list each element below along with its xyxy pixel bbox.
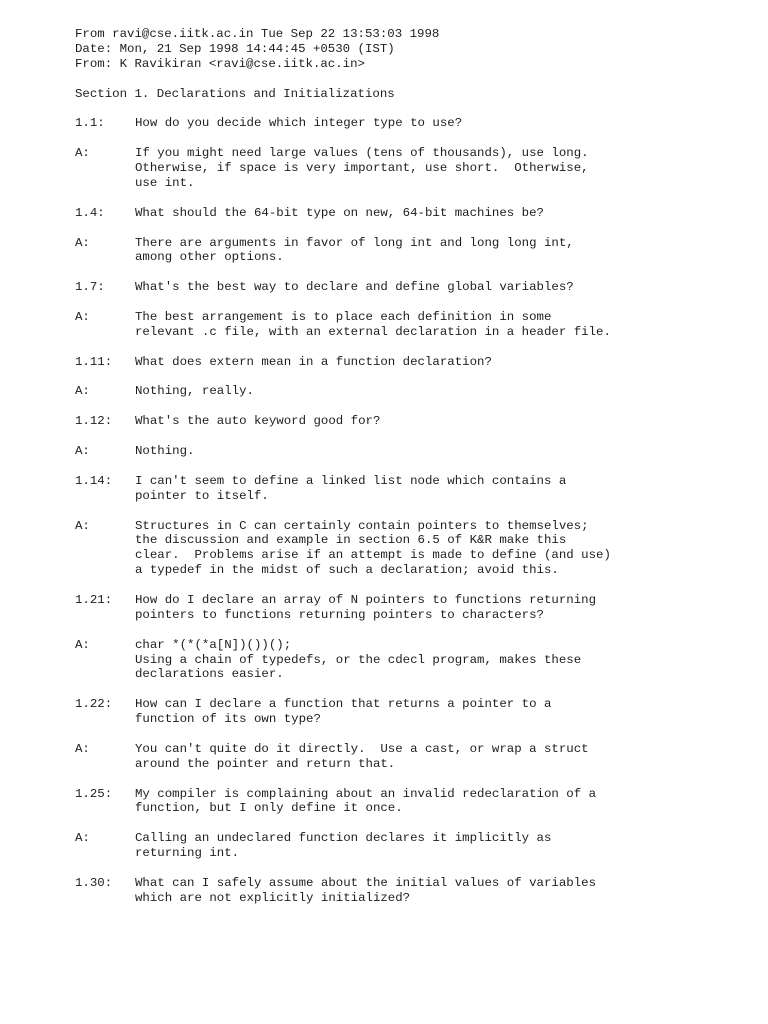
faq-answer [75,146,735,191]
faq-question [75,787,735,817]
text-line: What can I safely assume about the initial values of variables [135,875,597,890]
entry-label: A: [75,444,90,459]
entry-label: A: [75,235,90,250]
faq-document [75,27,735,921]
text-line: char *(*(*a[N])())(); [135,637,292,652]
text-line: clear. Problems arise if an attempt is made to define (and use) [135,548,611,563]
entry-label: A: [75,741,90,756]
entry-text [135,280,735,295]
faq-question [75,474,735,504]
text-line: declarations easier. [135,667,284,682]
text-line: around the pointer and return that. [135,756,396,771]
faq-question [75,414,735,429]
entry-text [135,787,735,817]
text-line: What does extern mean in a function declaration? [135,354,492,369]
email-sender-line: From: K Ravikiran <ravi@cse.iitk.ac.in> [75,56,365,71]
entry-text [135,697,735,727]
text-line: returning int. [135,846,240,861]
entry-label: 1.14: [75,473,113,488]
faq-question [75,593,735,623]
entry-label: 1.22: [75,697,113,712]
entry-text [135,474,735,504]
faq-answer [75,742,735,772]
faq-answer [75,444,735,459]
text-line: function of its own type? [135,712,321,727]
text-line: the discussion and example in section 6.5 of K&R make this [135,533,567,548]
section-title: Section 1. Declarations and Initializations [75,86,395,101]
entry-text [135,831,735,861]
faq-entries [75,116,735,905]
entry-text [135,638,735,683]
faq-answer [75,519,735,579]
entry-label: 1.30: [75,875,113,890]
entry-label: A: [75,518,90,533]
entry-label: 1.7: [75,280,105,295]
text-line: Calling an undeclared function declares it implicitly as [135,831,552,846]
entry-text [135,310,735,340]
entry-text [135,414,735,429]
text-line: use int. [135,175,195,190]
entry-text [135,116,735,131]
text-line: which are not explicitly initialized? [135,890,411,905]
text-line: How do you decide which integer type to use? [135,116,463,131]
faq-question [75,116,735,131]
text-line: If you might need large values (tens of thousands), use long. [135,146,589,161]
email-date-line: Date: Mon, 21 Sep 1998 14:44:45 +0530 (IST) [75,41,395,56]
entry-text [135,384,735,399]
faq-answer [75,831,735,861]
faq-question [75,355,735,370]
text-line: function, but I only define it once. [135,801,403,816]
entry-label: 1.25: [75,786,113,801]
faq-answer [75,310,735,340]
text-line: There are arguments in favor of long int and long long int, [135,235,574,250]
entry-label: A: [75,384,90,399]
entry-text [135,146,735,191]
entry-text [135,519,735,579]
text-line: a typedef in the midst of such a declaration; avoid this. [135,563,559,578]
faq-question [75,697,735,727]
entry-text [135,236,735,266]
text-line: Nothing. [135,444,195,459]
entry-label: 1.21: [75,592,113,607]
entry-text [135,742,735,772]
entry-label: 1.12: [75,414,113,429]
text-line: My compiler is complaining about an invalid redeclaration of a [135,786,597,801]
text-line: relevant .c file, with an external declaration in a header file. [135,324,611,339]
text-line: You can't quite do it directly. Use a cast, or wrap a struct [135,741,589,756]
entry-label: 1.4: [75,205,105,220]
entry-text [135,444,735,459]
faq-question [75,280,735,295]
faq-answer [75,384,735,399]
email-header [75,27,735,72]
text-line: Using a chain of typedefs, or the cdecl program, makes these [135,652,582,667]
text-line: Nothing, really. [135,384,254,399]
text-line: How can I declare a function that returns a pointer to a [135,697,552,712]
text-line: How do I declare an array of N pointers to functions returning [135,592,597,607]
text-line: What's the auto keyword good for? [135,414,381,429]
text-line: I can't seem to define a linked list node which contains a [135,473,567,488]
entry-label: A: [75,309,90,324]
text-line: pointers to functions returning pointers to characters? [135,607,544,622]
text-line: among other options. [135,250,284,265]
faq-question [75,206,735,221]
text-line: Otherwise, if space is very important, use short. Otherwise, [135,161,589,176]
email-from-line: From ravi@cse.iitk.ac.in Tue Sep 22 13:53:03 1998 [75,27,440,41]
faq-answer [75,638,735,683]
text-line: Structures in C can certainly contain pointers to themselves; [135,518,589,533]
entry-label: A: [75,831,90,846]
entry-label: A: [75,146,90,161]
text-line: What's the best way to declare and define global variables? [135,280,574,295]
faq-question [75,876,735,906]
faq-answer [75,236,735,266]
text-line: pointer to itself. [135,488,269,503]
entry-text [135,206,735,221]
entry-label: A: [75,637,90,652]
entry-text [135,876,735,906]
entry-label: 1.1: [75,116,105,131]
entry-text [135,593,735,623]
entry-text [135,355,735,370]
entry-label: 1.11: [75,354,113,369]
text-line: The best arrangement is to place each definition in some [135,309,552,324]
text-line: What should the 64-bit type on new, 64-bit machines be? [135,205,544,220]
